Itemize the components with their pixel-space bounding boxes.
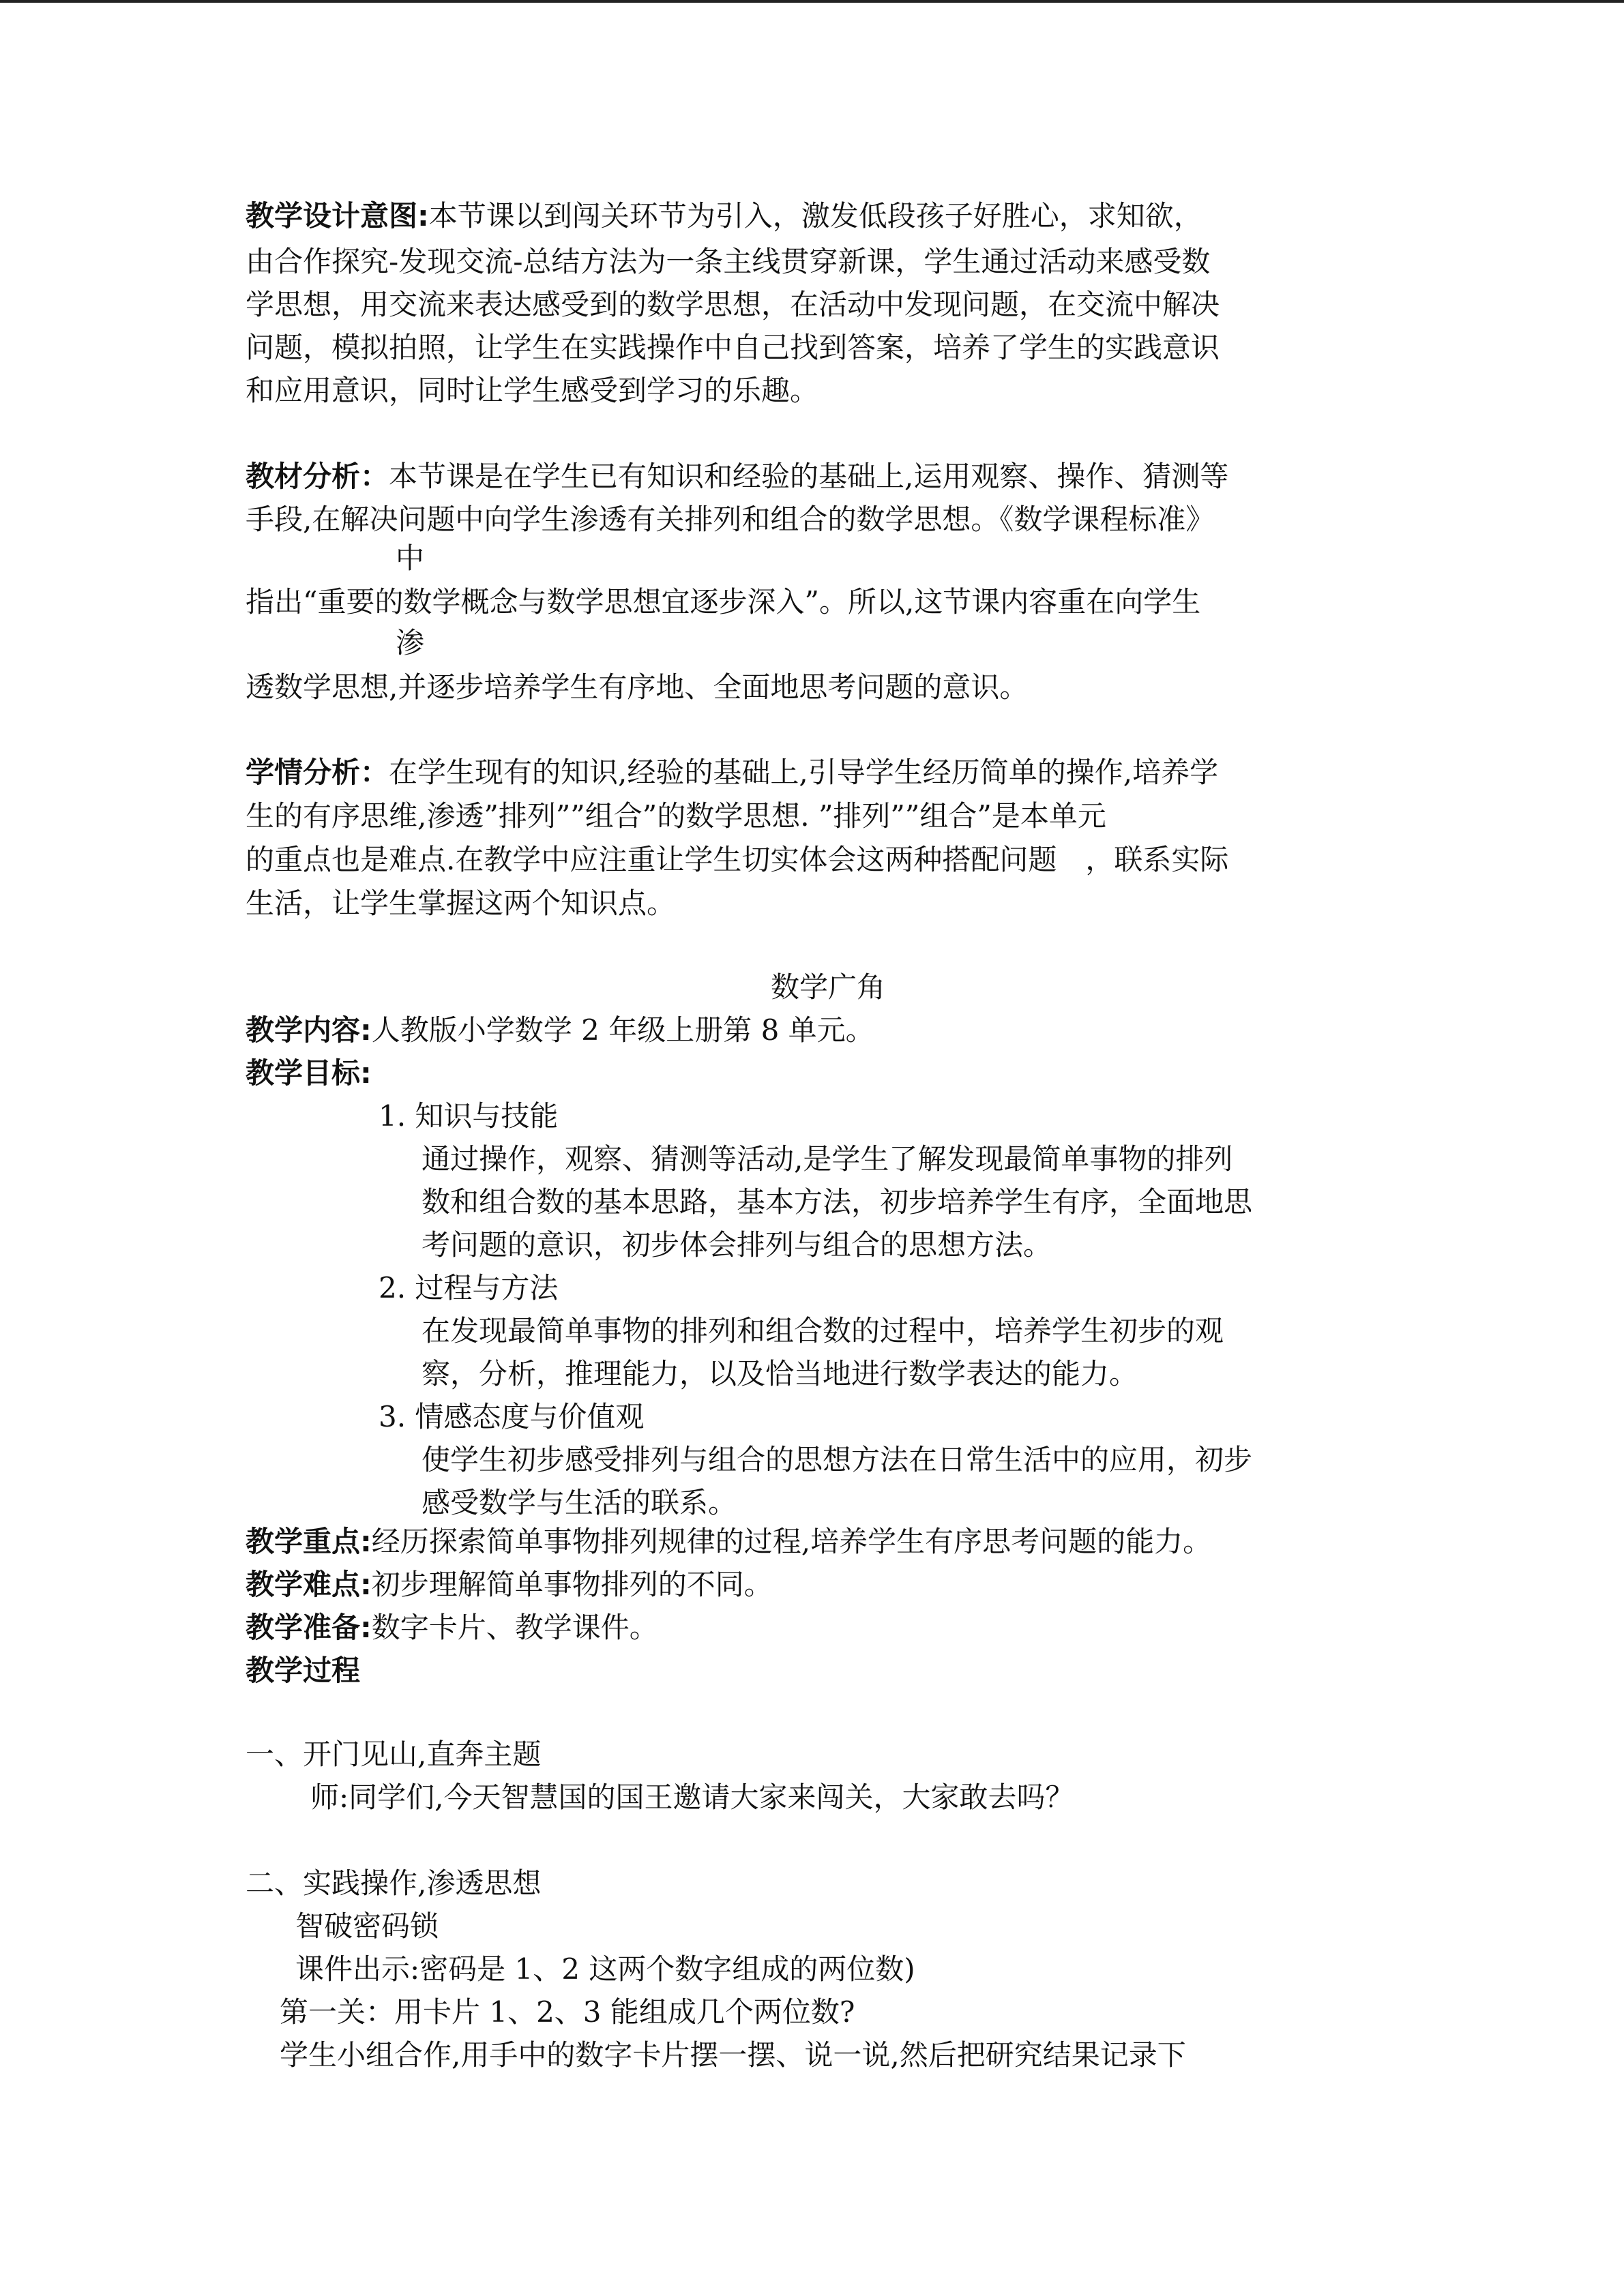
section-1-line: 师:同学们,今天智慧国的国王邀请大家来闯关，大家敢去吗？ — [310, 1780, 1074, 1814]
goal-2-line-2: 察，分析，推理能力，以及恰当地进行数学表达的能力。 — [422, 1357, 1138, 1390]
section-2-heading: 二、实践操作,渗透思想 — [246, 1866, 542, 1900]
design-intent-line-2: 由合作探究-发现交流-总结方法为一条主线贯穿新课，学生通过活动来感受数 — [246, 245, 1211, 278]
material-analysis-line-1 — [246, 456, 1228, 498]
material-analysis-line-4: 指出“重要的数学概念与数学思想宜逐步深入”。所以,这节课内容重在向学生 — [246, 585, 1201, 618]
goal-1-line-3: 考问题的意识，初步体会排列与组合的思想方法。 — [422, 1228, 1052, 1262]
preparation-value: 数字卡片、教学课件。 — [371, 1611, 658, 1644]
material-analysis-line-5: 渗 — [396, 626, 425, 659]
key-point-label: 教学重点: — [246, 1525, 372, 1558]
page-title: 数学广角 — [771, 970, 886, 1004]
material-analysis-line-2: 手段,在解决问题中向学生渗透有关排列和组合的数学思想。《数学课程标准》 — [246, 503, 1215, 536]
design-intent-line-4: 问题，模拟拍照，让学生在实践操作中自己找到答案，培养了学生的实践意识 — [246, 331, 1220, 364]
student-analysis-line-1 — [246, 751, 1218, 794]
design-intent-line-5: 和应用意识，同时让学生感受到学习的乐趣。 — [246, 374, 819, 407]
student-analysis-text: 在学生现有的知识,经验的基础上,引导学生经历简单的操作,培养学 — [389, 756, 1219, 789]
goal-1-line-1: 通过操作，观察、猜测等活动,是学生了解发现最简单事物的排列 — [422, 1142, 1233, 1176]
student-analysis-line-2: 生的有序思维,渗透”排列””组合”的数学思想. ”排列””组合”是本单元 — [246, 799, 1106, 833]
teaching-content-label: 教学内容: — [246, 1013, 372, 1047]
difficulty-value: 初步理解简单事物排列的不同。 — [371, 1568, 773, 1601]
section-1-heading: 一、开门见山,直奔主题 — [246, 1738, 542, 1771]
design-intent-line-1 — [246, 195, 1202, 237]
material-analysis-heading: 教材分析： — [246, 460, 389, 493]
key-point — [246, 1521, 1211, 1563]
goal-3-heading: 3. 情感态度与价值观 — [379, 1400, 645, 1433]
student-analysis-heading: 学情分析： — [246, 756, 389, 789]
teaching-goals-label: 教学目标: — [246, 1056, 372, 1090]
section-2-line-4: 学生小组合作,用手中的数字卡片摆一摆、说一说,然后把研究结果记录下 — [280, 2038, 1186, 2072]
goal-1-heading: 1. 知识与技能 — [379, 1099, 559, 1133]
teaching-content — [246, 1009, 874, 1052]
key-point-value: 经历探索简单事物排列规律的过程,培养学生有序思考问题的能力。 — [371, 1525, 1212, 1558]
goal-3-line-1: 使学生初步感受排列与组合的思想方法在日常生活中的应用，初步 — [422, 1443, 1253, 1476]
teaching-process-label: 教学过程 — [246, 1654, 361, 1687]
student-analysis-line-4: 生活，让学生掌握这两个知识点。 — [246, 886, 676, 920]
design-intent-text: 本节课以到闯关环节为引入，激发低段孩子好胜心，求知欲， — [428, 199, 1202, 233]
goal-2-line-1: 在发现最简单事物的排列和组合数的过程中，培养学生初步的观 — [422, 1314, 1224, 1347]
preparation — [246, 1607, 658, 1649]
section-2-line-3: 第一关：用卡片 1、2、3 能组成几个两位数? — [280, 1995, 855, 2029]
difficulty-label: 教学难点: — [246, 1568, 372, 1601]
goal-3-line-2: 感受数学与生活的联系。 — [422, 1486, 737, 1519]
teaching-content-value: 人教版小学数学 2 年级上册第 8 单元。 — [371, 1013, 874, 1047]
design-intent-line-3: 学思想，用交流来表达感受到的数学思想，在活动中发现问题，在交流中解决 — [246, 288, 1220, 321]
student-analysis-line-3: 的重点也是难点.在教学中应注重让学生切实体会这两种搭配问题 ，联系实际 — [246, 843, 1229, 876]
material-analysis-text: 本节课是在学生已有知识和经验的基础上,运用观察、操作、猜测等 — [389, 460, 1229, 493]
material-analysis-line-3: 中 — [396, 541, 425, 575]
section-2-line-1: 智破密码锁 — [295, 1909, 439, 1943]
goal-1-line-2: 数和组合数的基本思路，基本方法，初步培养学生有序，全面地思 — [422, 1185, 1253, 1219]
preparation-label: 教学准备: — [246, 1611, 372, 1644]
design-intent-heading: 教学设计意图: — [246, 199, 429, 233]
material-analysis-line-6: 透数学思想,并逐步培养学生有序地、全面地思考问题的意识。 — [246, 670, 1029, 704]
section-2-line-2: 课件出示:密码是 1、2 这两个数字组成的两位数) — [295, 1952, 915, 1986]
difficulty — [246, 1564, 773, 1606]
goal-2-heading: 2. 过程与方法 — [379, 1271, 559, 1304]
